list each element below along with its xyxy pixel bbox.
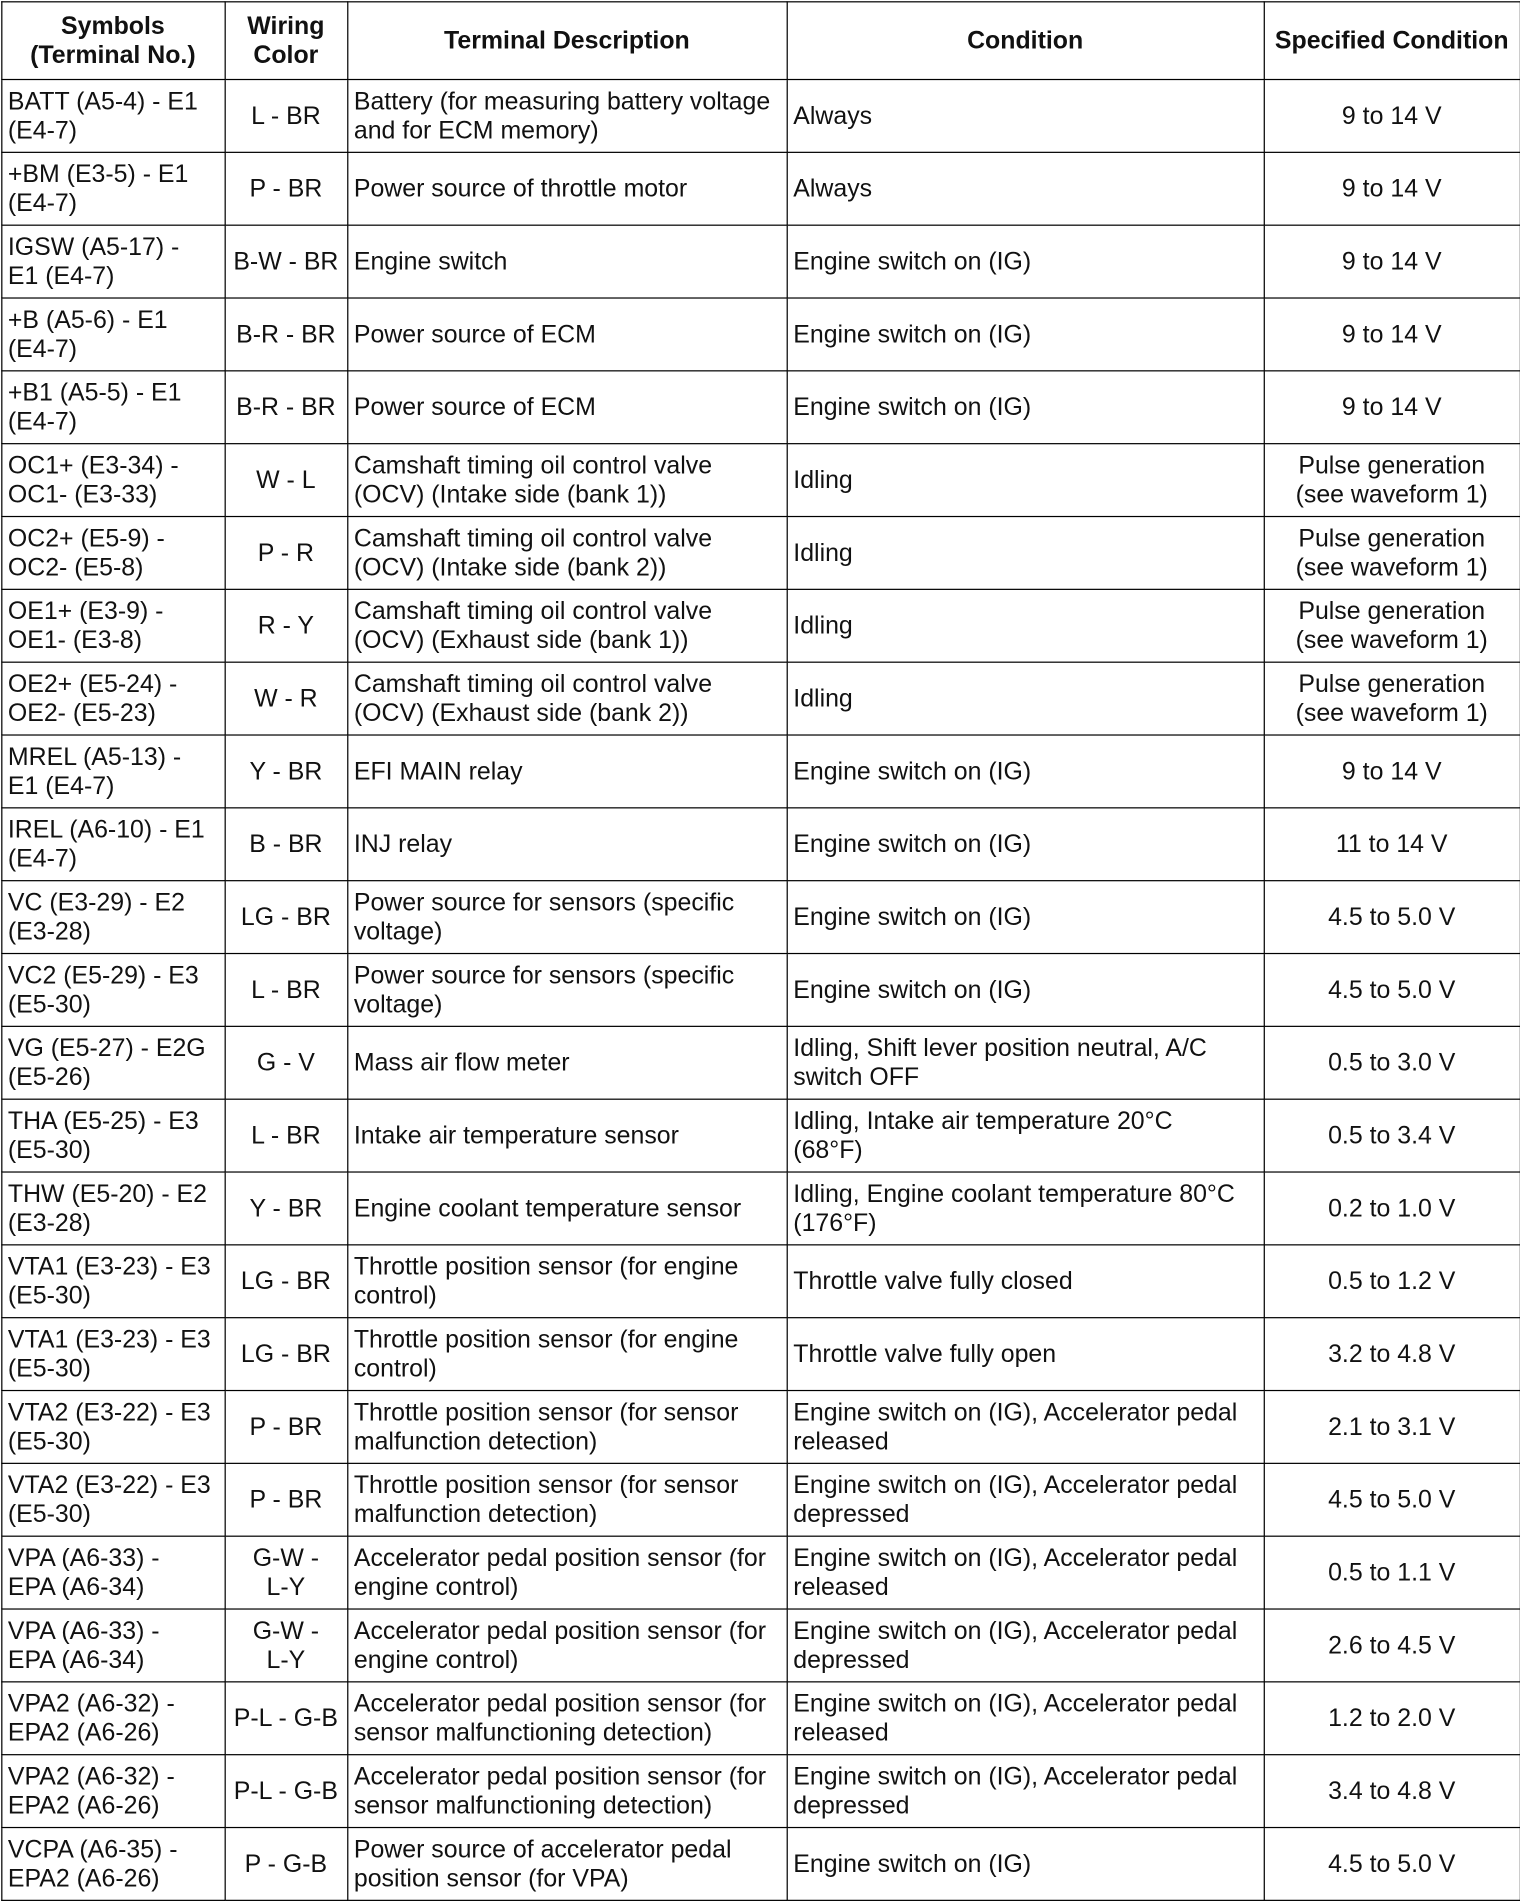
cell-condition: Idling, Intake air temperature 20°C (68°F)	[787, 1099, 1264, 1172]
cell-terminal-description: Power source of ECM	[347, 371, 786, 444]
cell-symbol: OC2+ (E5-9) - OC2- (E5-8)	[1, 517, 224, 590]
cell-specified-condition: 0.2 to 1.0 V	[1264, 1172, 1520, 1245]
cell-wiring-color: P - BR	[225, 1463, 348, 1536]
cell-specified-condition: 3.2 to 4.8 V	[1264, 1318, 1520, 1391]
cell-wiring-color: P - BR	[225, 1391, 348, 1464]
cell-wiring-color: P - BR	[225, 152, 348, 225]
cell-terminal-description: Camshaft timing oil control valve (OCV) (Exhaust side (bank 1))	[347, 589, 786, 662]
cell-symbol: OC1+ (E3-34) - OC1- (E3-33)	[1, 444, 224, 517]
cell-condition: Engine switch on (IG)	[787, 881, 1264, 954]
header-terminal-description: Terminal Description	[347, 2, 786, 80]
cell-condition: Engine switch on (IG)	[787, 954, 1264, 1027]
cell-condition: Engine switch on (IG), Accelerator pedal depressed	[787, 1609, 1264, 1682]
cell-specified-condition: 9 to 14 V	[1264, 152, 1520, 225]
cell-specified-condition: 11 to 14 V	[1264, 808, 1520, 881]
cell-terminal-description: Intake air temperature sensor	[347, 1099, 786, 1172]
table-row	[1, 1463, 1520, 1536]
cell-terminal-description: Power source of throttle motor	[347, 152, 786, 225]
table-row	[1, 80, 1520, 153]
cell-symbol: IGSW (A5-17) - E1 (E4-7)	[1, 225, 224, 298]
table-row	[1, 881, 1520, 954]
cell-specified-condition: 9 to 14 V	[1264, 225, 1520, 298]
table-row	[1, 1828, 1520, 1901]
cell-specified-condition: 2.6 to 4.5 V	[1264, 1609, 1520, 1682]
cell-condition: Always	[787, 80, 1264, 153]
cell-wiring-color: P-L - G-B	[225, 1682, 348, 1755]
cell-wiring-color: W - R	[225, 662, 348, 735]
cell-condition: Engine switch on (IG)	[787, 225, 1264, 298]
cell-symbol: IREL (A6-10) - E1 (E4-7)	[1, 808, 224, 881]
cell-wiring-color: L - BR	[225, 1099, 348, 1172]
cell-condition: Idling	[787, 662, 1264, 735]
cell-condition: Idling	[787, 444, 1264, 517]
cell-terminal-description: Accelerator pedal position sensor (for engine control)	[347, 1536, 786, 1609]
cell-terminal-description: Throttle position sensor (for sensor malfunction detection)	[347, 1463, 786, 1536]
cell-symbol: BATT (A5-4) - E1 (E4-7)	[1, 80, 224, 153]
cell-terminal-description: Throttle position sensor (for engine control)	[347, 1245, 786, 1318]
cell-condition: Engine switch on (IG)	[787, 298, 1264, 371]
table-row	[1, 444, 1520, 517]
table-row	[1, 808, 1520, 881]
table-row	[1, 1682, 1520, 1755]
cell-terminal-description: Engine coolant temperature sensor	[347, 1172, 786, 1245]
cell-specified-condition: Pulse generation (see waveform 1)	[1264, 517, 1520, 590]
cell-wiring-color: P - G-B	[225, 1828, 348, 1901]
cell-condition: Engine switch on (IG)	[787, 735, 1264, 808]
cell-symbol: +BM (E3-5) - E1 (E4-7)	[1, 152, 224, 225]
cell-wiring-color: B-R - BR	[225, 298, 348, 371]
cell-specified-condition: 0.5 to 1.1 V	[1264, 1536, 1520, 1609]
cell-wiring-color: LG - BR	[225, 1245, 348, 1318]
cell-symbol: MREL (A5-13) - E1 (E4-7)	[1, 735, 224, 808]
cell-specified-condition: 9 to 14 V	[1264, 371, 1520, 444]
cell-wiring-color: B - BR	[225, 808, 348, 881]
table-row	[1, 1172, 1520, 1245]
cell-symbol: VG (E5-27) - E2G (E5-26)	[1, 1026, 224, 1099]
table-row	[1, 298, 1520, 371]
cell-condition: Throttle valve fully open	[787, 1318, 1264, 1391]
cell-symbol: VPA (A6-33) - EPA (A6-34)	[1, 1536, 224, 1609]
cell-symbol: VPA (A6-33) - EPA (A6-34)	[1, 1609, 224, 1682]
cell-terminal-description: Power source for sensors (specific voltage)	[347, 881, 786, 954]
table-body	[1, 80, 1520, 1901]
table-row	[1, 152, 1520, 225]
cell-condition: Engine switch on (IG), Accelerator pedal released	[787, 1391, 1264, 1464]
cell-terminal-description: Accelerator pedal position sensor (for sensor malfunctioning detection)	[347, 1755, 786, 1828]
cell-specified-condition: 0.5 to 3.0 V	[1264, 1026, 1520, 1099]
cell-symbol: THA (E5-25) - E3 (E5-30)	[1, 1099, 224, 1172]
table-header-row	[1, 2, 1520, 80]
cell-specified-condition: 9 to 14 V	[1264, 298, 1520, 371]
cell-specified-condition: 4.5 to 5.0 V	[1264, 881, 1520, 954]
table-row	[1, 1026, 1520, 1099]
cell-terminal-description: Power source for sensors (specific voltage)	[347, 954, 786, 1027]
cell-symbol: VTA2 (E3-22) - E3 (E5-30)	[1, 1463, 224, 1536]
header-wiring-color: Wiring Color	[225, 2, 348, 80]
cell-specified-condition: 9 to 14 V	[1264, 735, 1520, 808]
table-row	[1, 517, 1520, 590]
cell-terminal-description: Power source of accelerator pedal position sensor (for VPA)	[347, 1828, 786, 1901]
table-row	[1, 662, 1520, 735]
cell-terminal-description: Throttle position sensor (for engine control)	[347, 1318, 786, 1391]
cell-wiring-color: L - BR	[225, 954, 348, 1027]
cell-terminal-description: EFI MAIN relay	[347, 735, 786, 808]
header-symbols: Symbols (Terminal No.)	[1, 2, 224, 80]
cell-wiring-color: Y - BR	[225, 735, 348, 808]
cell-specified-condition: 0.5 to 1.2 V	[1264, 1245, 1520, 1318]
cell-terminal-description: Camshaft timing oil control valve (OCV) (Intake side (bank 2))	[347, 517, 786, 590]
table-row	[1, 1099, 1520, 1172]
cell-wiring-color: L - BR	[225, 80, 348, 153]
cell-condition: Idling, Engine coolant temperature 80°C (176°F)	[787, 1172, 1264, 1245]
cell-condition: Engine switch on (IG), Accelerator pedal depressed	[787, 1463, 1264, 1536]
cell-specified-condition: 3.4 to 4.8 V	[1264, 1755, 1520, 1828]
cell-specified-condition: 0.5 to 3.4 V	[1264, 1099, 1520, 1172]
cell-symbol: VC (E3-29) - E2 (E3-28)	[1, 881, 224, 954]
cell-terminal-description: Throttle position sensor (for sensor malfunction detection)	[347, 1391, 786, 1464]
cell-specified-condition: Pulse generation (see waveform 1)	[1264, 662, 1520, 735]
cell-condition: Engine switch on (IG)	[787, 371, 1264, 444]
cell-symbol: VC2 (E5-29) - E3 (E5-30)	[1, 954, 224, 1027]
cell-terminal-description: Accelerator pedal position sensor (for sensor malfunctioning detection)	[347, 1682, 786, 1755]
cell-symbol: VTA2 (E3-22) - E3 (E5-30)	[1, 1391, 224, 1464]
table-row	[1, 1755, 1520, 1828]
cell-condition: Engine switch on (IG), Accelerator pedal released	[787, 1682, 1264, 1755]
cell-terminal-description: Accelerator pedal position sensor (for engine control)	[347, 1609, 786, 1682]
cell-wiring-color: R - Y	[225, 589, 348, 662]
cell-condition: Throttle valve fully closed	[787, 1245, 1264, 1318]
cell-symbol: +B (A5-6) - E1 (E4-7)	[1, 298, 224, 371]
cell-specified-condition: 4.5 to 5.0 V	[1264, 1828, 1520, 1901]
cell-condition: Always	[787, 152, 1264, 225]
cell-symbol: VTA1 (E3-23) - E3 (E5-30)	[1, 1318, 224, 1391]
cell-symbol: VPA2 (A6-32) - EPA2 (A6-26)	[1, 1682, 224, 1755]
table-row	[1, 1609, 1520, 1682]
header-condition: Condition	[787, 2, 1264, 80]
table-row	[1, 1391, 1520, 1464]
cell-wiring-color: W - L	[225, 444, 348, 517]
cell-specified-condition: 2.1 to 3.1 V	[1264, 1391, 1520, 1464]
cell-specified-condition: 4.5 to 5.0 V	[1264, 954, 1520, 1027]
cell-symbol: VCPA (A6-35) - EPA2 (A6-26)	[1, 1828, 224, 1901]
cell-condition: Engine switch on (IG), Accelerator pedal released	[787, 1536, 1264, 1609]
table-row	[1, 589, 1520, 662]
cell-terminal-description: Camshaft timing oil control valve (OCV) (Intake side (bank 1))	[347, 444, 786, 517]
cell-wiring-color: LG - BR	[225, 881, 348, 954]
table-row	[1, 225, 1520, 298]
cell-specified-condition: 1.2 to 2.0 V	[1264, 1682, 1520, 1755]
cell-condition: Idling, Shift lever position neutral, A/C switch OFF	[787, 1026, 1264, 1099]
cell-terminal-description: Battery (for measuring battery voltage and for ECM memory)	[347, 80, 786, 153]
cell-specified-condition: Pulse generation (see waveform 1)	[1264, 589, 1520, 662]
cell-wiring-color: P - R	[225, 517, 348, 590]
cell-wiring-color: LG - BR	[225, 1318, 348, 1391]
cell-terminal-description: Engine switch	[347, 225, 786, 298]
table-row	[1, 1536, 1520, 1609]
cell-specified-condition: 9 to 14 V	[1264, 80, 1520, 153]
cell-condition: Idling	[787, 517, 1264, 590]
cell-condition: Idling	[787, 589, 1264, 662]
cell-terminal-description: INJ relay	[347, 808, 786, 881]
cell-specified-condition: 4.5 to 5.0 V	[1264, 1463, 1520, 1536]
cell-wiring-color: Y - BR	[225, 1172, 348, 1245]
cell-terminal-description: Mass air flow meter	[347, 1026, 786, 1099]
table-row	[1, 1318, 1520, 1391]
cell-wiring-color: P-L - G-B	[225, 1755, 348, 1828]
cell-wiring-color: G-W - L-Y	[225, 1536, 348, 1609]
cell-symbol: VPA2 (A6-32) - EPA2 (A6-26)	[1, 1755, 224, 1828]
cell-terminal-description: Camshaft timing oil control valve (OCV) (Exhaust side (bank 2))	[347, 662, 786, 735]
cell-specified-condition: Pulse generation (see waveform 1)	[1264, 444, 1520, 517]
table-row	[1, 735, 1520, 808]
cell-wiring-color: B-R - BR	[225, 371, 348, 444]
cell-condition: Engine switch on (IG)	[787, 1828, 1264, 1901]
cell-symbol: THW (E5-20) - E2 (E3-28)	[1, 1172, 224, 1245]
cell-wiring-color: B-W - BR	[225, 225, 348, 298]
table-row	[1, 954, 1520, 1027]
cell-symbol: OE2+ (E5-24) - OE2- (E5-23)	[1, 662, 224, 735]
ecm-terminal-table	[1, 1, 1520, 1901]
cell-symbol: OE1+ (E3-9) - OE1- (E3-8)	[1, 589, 224, 662]
cell-terminal-description: Power source of ECM	[347, 298, 786, 371]
cell-condition: Engine switch on (IG)	[787, 808, 1264, 881]
cell-wiring-color: G-W - L-Y	[225, 1609, 348, 1682]
cell-wiring-color: G - V	[225, 1026, 348, 1099]
cell-symbol: +B1 (A5-5) - E1 (E4-7)	[1, 371, 224, 444]
table-row	[1, 371, 1520, 444]
cell-symbol: VTA1 (E3-23) - E3 (E5-30)	[1, 1245, 224, 1318]
table-row	[1, 1245, 1520, 1318]
header-specified-condition: Specified Condition	[1264, 2, 1520, 80]
cell-condition: Engine switch on (IG), Accelerator pedal depressed	[787, 1755, 1264, 1828]
